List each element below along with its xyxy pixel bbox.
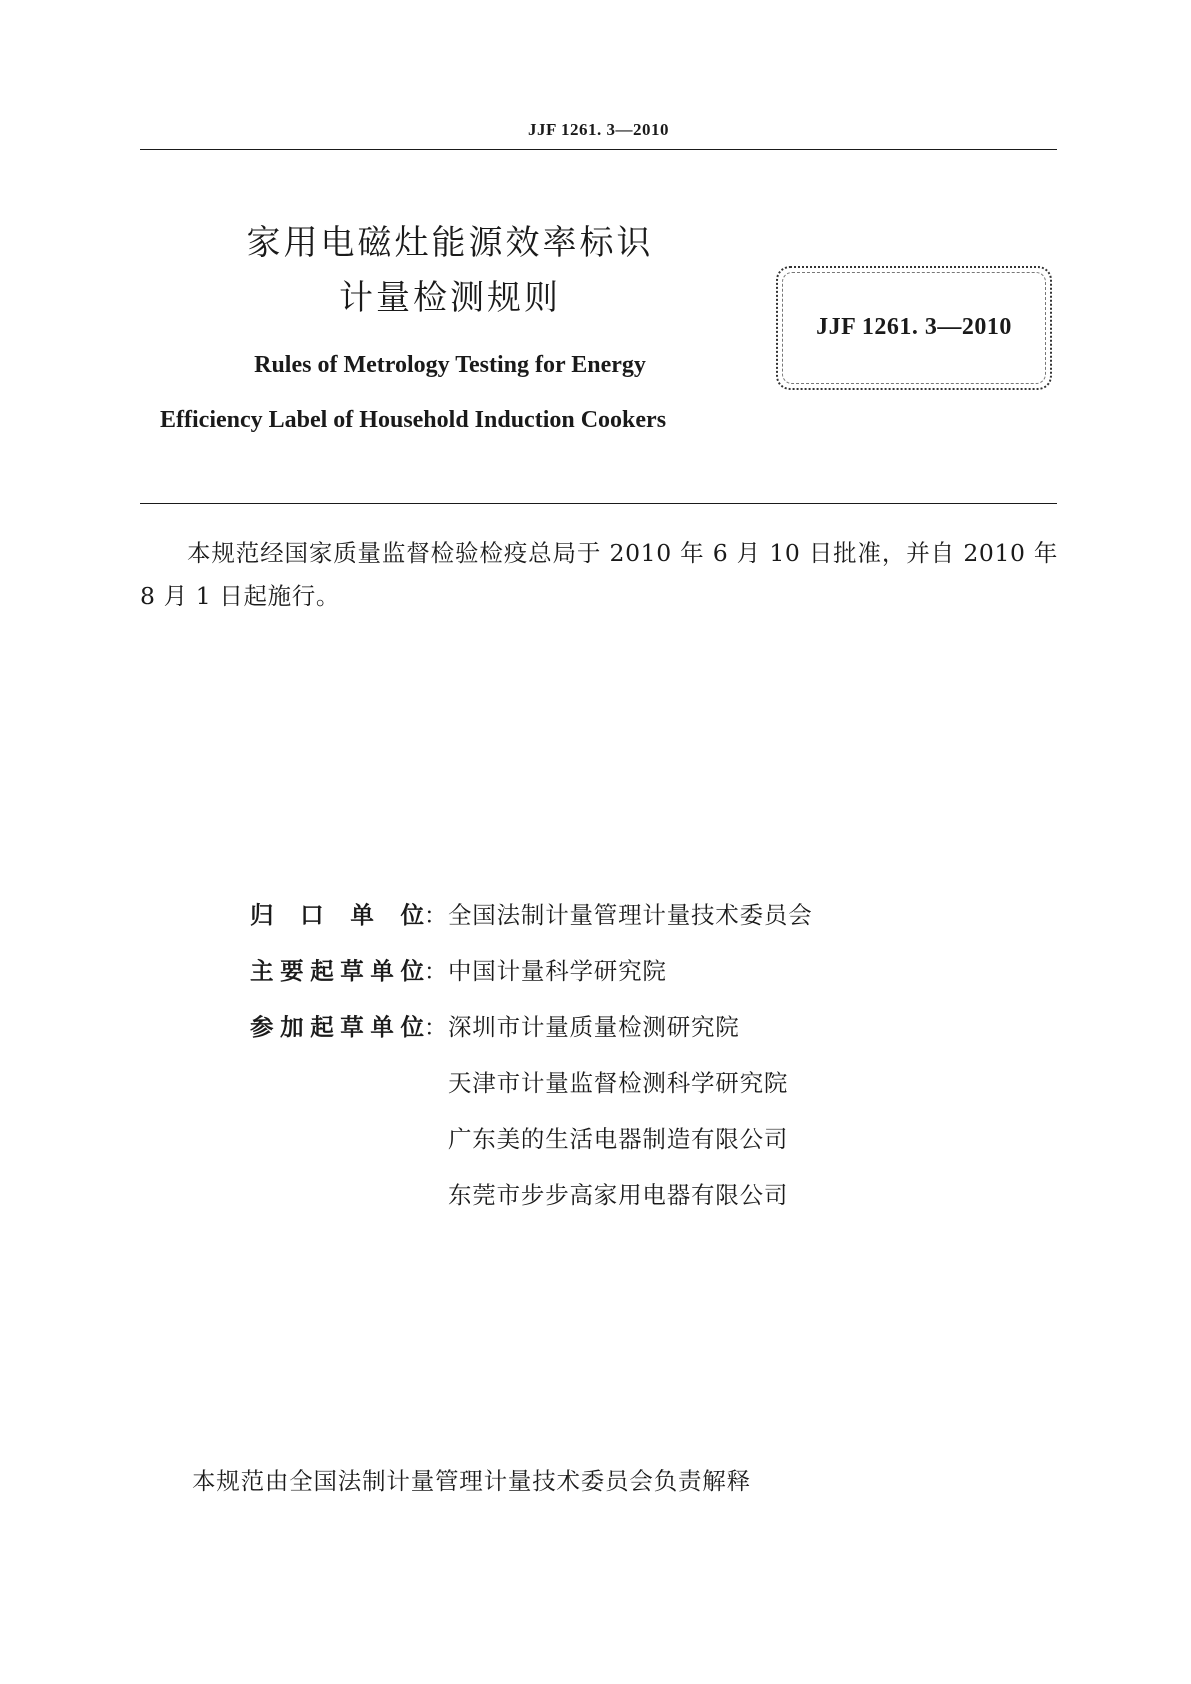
participating-unit-value: 深圳市计量质量检测研究院 — [448, 1013, 740, 1041]
main-drafting-unit-row — [250, 952, 813, 1008]
header-rule — [140, 149, 1057, 150]
title-english-line-1: Rules of Metrology Testing for Energy — [254, 352, 646, 378]
responsible-unit-row — [250, 896, 813, 952]
interpretation-statement: 本规范由全国法制计量管理计量技术委员会负责解释 — [192, 1467, 751, 1495]
title-chinese-line-1: 家用电磁灶能源效率标识 — [246, 223, 654, 263]
title-rule — [140, 503, 1057, 504]
standard-code-box — [776, 266, 1052, 390]
participating-unit-value: 东莞市步步高家用电器有限公司 — [448, 1181, 789, 1209]
participating-unit-value: 天津市计量监督检测科学研究院 — [448, 1069, 789, 1097]
drafting-units — [250, 896, 813, 1232]
running-header-code: JJF 1261. 3—2010 — [527, 120, 669, 139]
responsible-unit-label: 归口单位 — [250, 901, 424, 929]
approval-statement: 本规范经国家质量监督检验检疫总局于 2010 年 6 月 10 日批准，并自 2010 年 8 月 1 日起施行。 — [140, 539, 1058, 610]
colon: ： — [424, 959, 447, 985]
colon: ： — [424, 903, 447, 929]
title-chinese-line-2: 计量检测规则 — [339, 278, 561, 318]
title-english-line-2: Efficiency Label of Household Induction Cookers — [160, 407, 667, 433]
main-drafting-unit-value: 中国计量科学研究院 — [448, 957, 667, 985]
participating-unit-row — [250, 1008, 813, 1064]
colon: ： — [424, 1015, 447, 1041]
participating-unit-value: 广东美的生活电器制造有限公司 — [448, 1125, 789, 1153]
main-drafting-unit-label: 主要起草单位 — [250, 957, 424, 985]
participating-unit-label: 参加起草单位 — [250, 1013, 424, 1041]
responsible-unit-value: 全国法制计量管理计量技术委员会 — [448, 901, 813, 929]
standard-code: JJF 1261. 3—2010 — [816, 314, 1012, 340]
